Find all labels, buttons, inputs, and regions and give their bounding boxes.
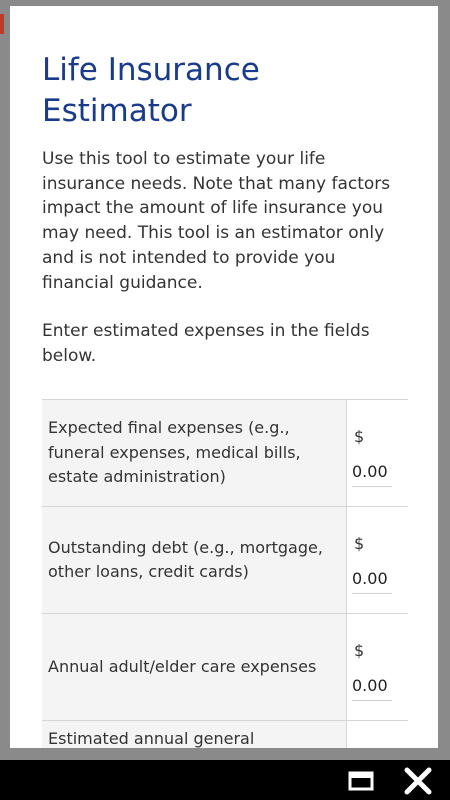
expense-input-cell xyxy=(347,721,408,748)
expense-row-outstanding-debt xyxy=(42,507,408,614)
currency-symbol: $ xyxy=(354,641,365,660)
outstanding-debt-input[interactable] xyxy=(352,563,392,594)
instruction-text: Enter estimated expenses in the fields below. xyxy=(42,321,370,366)
expense-label-cell xyxy=(42,721,347,748)
currency-symbol: $ xyxy=(354,534,365,553)
expense-table xyxy=(42,399,408,748)
expense-row-final-expenses xyxy=(42,400,408,507)
background-tab-accent xyxy=(0,14,4,34)
close-icon xyxy=(402,766,434,796)
currency-symbol: $ xyxy=(354,427,365,446)
elder-care-input[interactable] xyxy=(352,670,392,701)
expense-input-cell xyxy=(347,614,408,720)
expense-input-cell xyxy=(347,507,408,613)
intro-text: Use this tool to estimate your life insurance needs. Note that many factors impact the amount of life insurance you may need. This tool is an estimator only and is not intended to provide you financial guidance. xyxy=(42,149,391,293)
estimator-modal xyxy=(10,6,438,748)
expense-label-cell xyxy=(42,614,347,720)
window-restore-icon xyxy=(346,766,378,796)
window-control-bar xyxy=(0,760,450,800)
expense-row-general-annual xyxy=(42,721,408,748)
expense-input-cell xyxy=(347,400,408,506)
final-expenses-input[interactable] xyxy=(352,456,392,487)
modal-title: Life Insurance Estimator xyxy=(42,52,260,129)
expense-label-general-annual: Estimated annual general xyxy=(48,729,255,748)
close-button[interactable] xyxy=(402,766,434,796)
expense-label-outstanding-debt: Outstanding debt (e.g., mortgage, other loans, credit cards) xyxy=(48,537,323,581)
expense-label-cell xyxy=(42,507,347,613)
expense-row-elder-care xyxy=(42,614,408,721)
window-restore-button[interactable] xyxy=(346,766,378,796)
expense-label-final-expenses: Expected final expenses (e.g., funeral expenses, medical bills, estate administration) xyxy=(48,418,301,487)
expense-label-elder-care: Annual adult/elder care expenses xyxy=(48,656,317,676)
expense-label-cell xyxy=(42,400,347,506)
